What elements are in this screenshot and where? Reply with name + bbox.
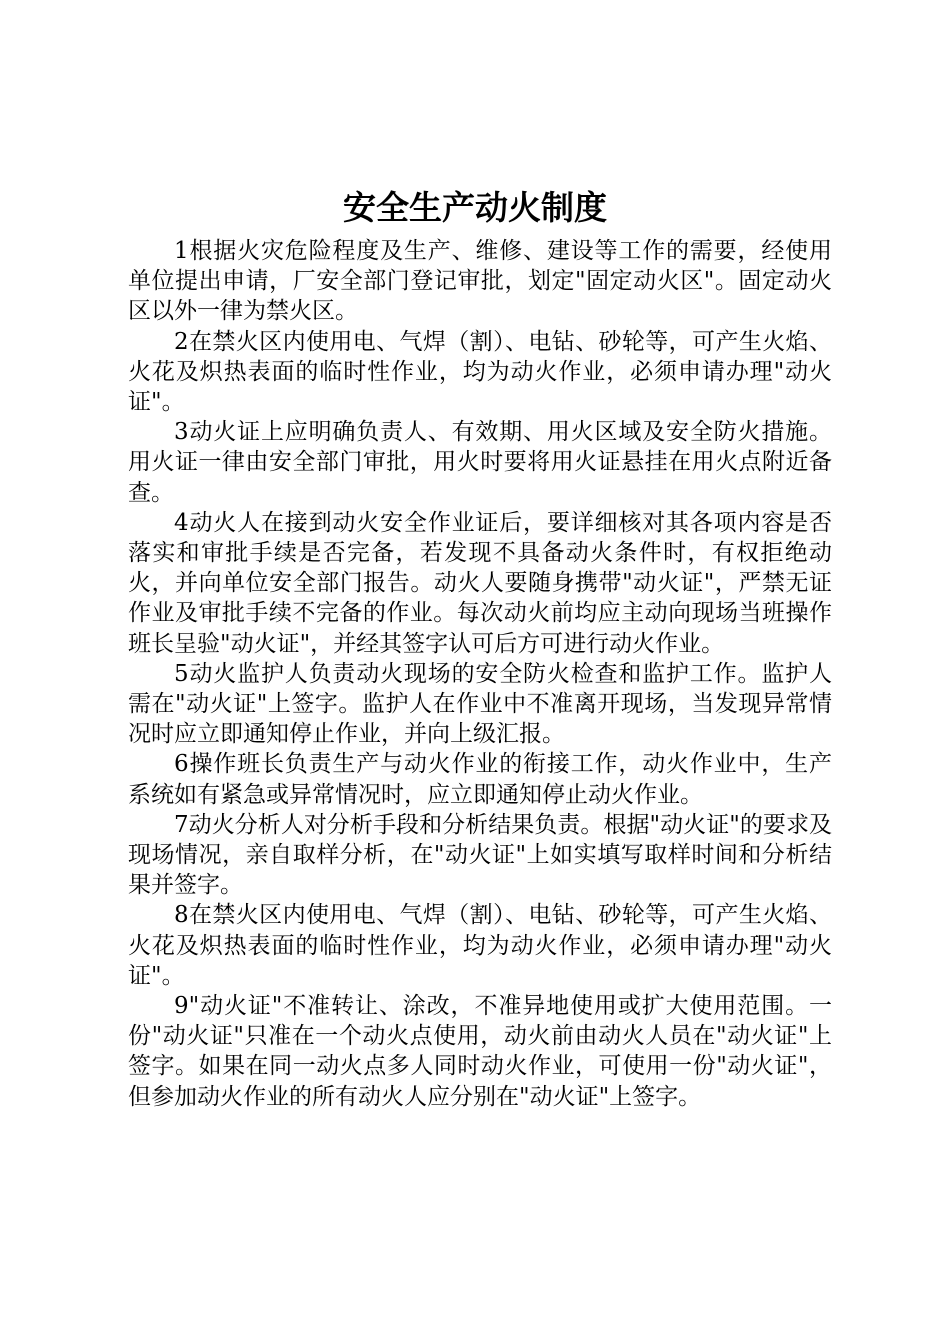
paragraph-7: 7动火分析人对分析手段和分析结果负责。根据"动火证"的要求及现场情况，亲自取样分析，在"动火证"上如实填写取样时间和分析结果并签字。 <box>128 811 832 899</box>
paragraph-8: 8在禁火区内使用电、气焊（割）、电钻、砂轮等，可产生火焰、火花及炽热表面的临时性作业，均为动火作业，必须申请办理"动火证"。 <box>128 902 832 989</box>
document-body <box>128 236 832 1112</box>
paragraph-6: 6操作班长负责生产与动火作业的衔接工作，动火作业中，生产系统如有紧急或异常情况时，应立即通知停止动火作业。 <box>128 751 832 808</box>
paragraph-1: 1根据火灾危险程度及生产、维修、建设等工作的需要，经使用单位提出申请，厂安全部门登记审批，划定"固定动火区"。固定动火区以外一律为禁火区。 <box>128 238 832 325</box>
paragraph-2: 2在禁火区内使用电、气焊（割）、电钻、砂轮等，可产生火焰、火花及炽热表面的临时性作业，均为动火作业，必须申请办理"动火证"。 <box>128 328 832 416</box>
document-title: 安全生产动火制度 <box>343 188 607 227</box>
paragraph-4: 4动火人在接到动火安全作业证后，要详细核对其各项内容是否落实和审批手续是否完备，若发现不具备动火条件时，有权拒绝动火，并向单位安全部门报告。动火人要随身携带"动火证"，严禁无证作业及审批手续不完备的作业。每次动火前均应主动向现场当班操作班长呈验"动火证"，并经其签字认可后方可进行动火作业。 <box>128 509 832 657</box>
paragraph-9: 9"动火证"不准转让、涂改，不准异地使用或扩大使用范围。一份"动火证"只准在一个动火点使用，动火前由动火人员在"动火证"上签字。如果在同一动火点多人同时动火作业，可使用一份"动火证"，但参加动火作业的所有动火人应分别在"动火证"上签字。 <box>128 993 832 1110</box>
paragraph-3: 3动火证上应明确负责人、有效期、用火区域及安全防火措施。用火证一律由安全部门审批，用火时要将用火证悬挂在用火点附近备查。 <box>128 419 832 506</box>
paragraph-5: 5动火监护人负责动火现场的安全防火检查和监护工作。监护人需在"动火证"上签字。监护人在作业中不准离开现场，当发现异常情况时应立即通知停止作业，并向上级汇报。 <box>128 660 832 748</box>
